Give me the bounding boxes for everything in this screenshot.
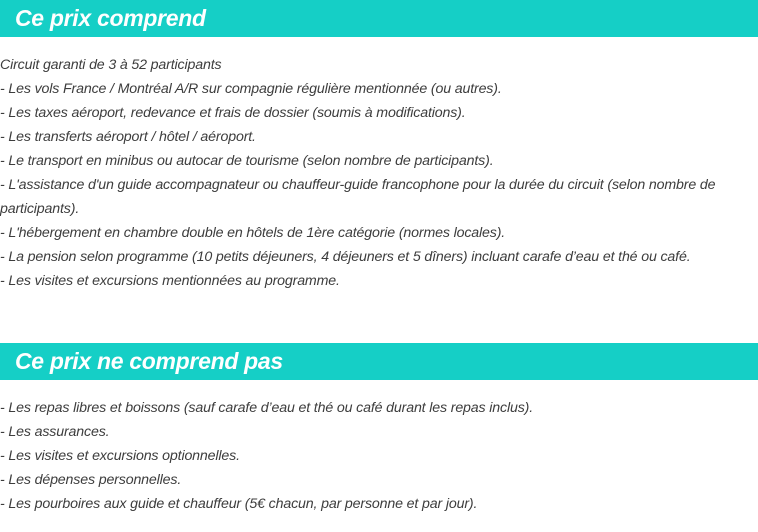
excluded-item: - Les repas libres et boissons (sauf carafe d’eau et thé ou café durant les repas inclus). [0, 400, 534, 416]
excluded-item: - Les visites et excursions optionnelles. [0, 448, 240, 464]
excluded-item: - Les pourboires aux guide et chauffeur (5€ chacun, par personne et par jour). [0, 496, 478, 512]
excluded-section-title: Ce prix ne comprend pas [15, 348, 283, 374]
included-item: - Les visites et excursions mentionnées au programme. [0, 273, 340, 289]
included-section-title: Ce prix comprend [15, 5, 206, 31]
included-items-list [0, 53, 746, 293]
excluded-section-header [0, 343, 758, 380]
included-item: Circuit garanti de 3 à 52 participants [0, 57, 222, 73]
included-item: - La pension selon programme (10 petits déjeuners, 4 déjeuners et 5 dîners) incluant carafe d’eau et thé ou café. [0, 249, 691, 265]
included-section-header [0, 0, 758, 37]
included-item: - Les vols France / Montréal A/R sur compagnie régulière mentionnée (ou autres). [0, 81, 502, 97]
included-item: - Les transferts aéroport / hôtel / aéroport. [0, 129, 256, 145]
included-item: - Le transport en minibus ou autocar de tourisme (selon nombre de participants). [0, 153, 494, 169]
excluded-item: - Les dépenses personnelles. [0, 472, 182, 488]
included-item: - Les taxes aéroport, redevance et frais de dossier (soumis à modifications). [0, 105, 466, 121]
included-item: - L'assistance d'un guide accompagnateur ou chauffeur-guide francophone pour la durée du circuit (selon nombre de participants). [0, 177, 716, 217]
excluded-item: - Les assurances. [0, 424, 110, 440]
excluded-items-list [0, 396, 746, 516]
included-item: - L'hébergement en chambre double en hôtels de 1ère catégorie (normes locales). [0, 225, 506, 241]
